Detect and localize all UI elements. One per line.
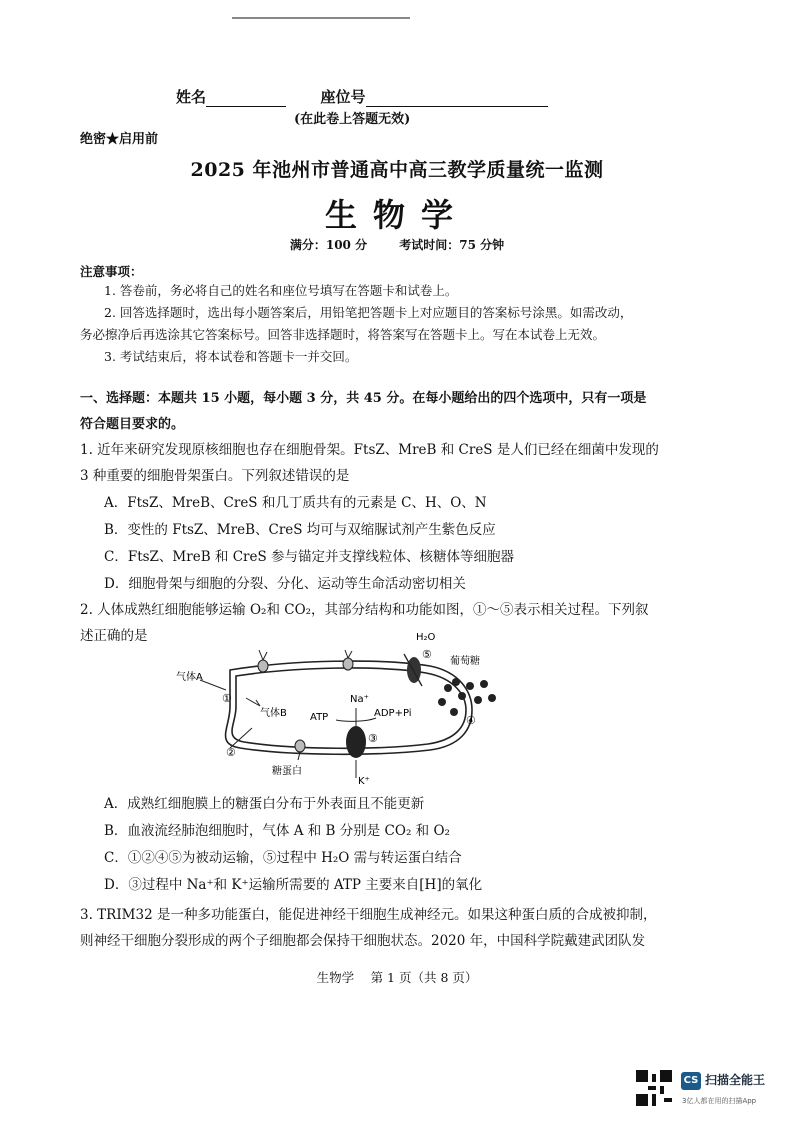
score-time-row <box>0 236 794 253</box>
label-c1: ① <box>222 692 232 705</box>
na-k-pump <box>346 726 366 758</box>
q1-option-a: A．FtsZ、MreB、CreS 和几丁质共有的元素是 C、H、O、N <box>104 495 487 511</box>
label-h2o: H₂O <box>416 632 436 643</box>
protein-bottom <box>295 740 305 752</box>
name-blank <box>206 90 286 107</box>
secret-label: 绝密★启用前 <box>80 132 159 147</box>
attention-item-1: 1. 答卷前，务必将自己的姓名和座位号填写在答题卡和试卷上。 <box>104 283 458 298</box>
red-blood-cell-diagram <box>160 632 500 792</box>
attention-list <box>80 280 720 368</box>
section-line-2: 符合题目要求的。 <box>80 417 185 432</box>
q2-option-b: B．血液流经肺泡细胞时，气体 A 和 B 分别是 CO₂ 和 O₂ <box>104 823 450 839</box>
attention-item-2a: 2. 回答选择题时，选出每小题答案后，用铅笔把答题卡上对应题目的答案标号涂黑。如需改动， <box>104 305 633 320</box>
section-heading <box>80 386 710 438</box>
q1-option-d: D．细胞骨架与细胞的分裂、分化、运动等生命活动密切相关 <box>104 576 466 592</box>
attention-item-2b: 务必擦净后再选涂其它答案标号。回答非选择题时，将答案写在答题卡上。写在本试卷上无效。 <box>80 327 606 342</box>
camscanner-name: 扫描全能王 <box>705 1073 766 1087</box>
q2-stem-line1: 2. 人体成熟红细胞能够运输 O₂和 CO₂，其部分结构和功能如图，①～⑤表示相关过程。下列叙 <box>80 602 649 618</box>
question-2-options <box>104 791 724 899</box>
glycoprotein-chain-1 <box>259 650 267 660</box>
exam-title: 2025 年池州市普通高中高三教学质量统一监测 <box>190 159 604 181</box>
gas-b-arrow <box>230 728 252 748</box>
label-c5: ⑤ <box>422 648 432 661</box>
question-3-stem <box>80 902 720 954</box>
seat-label: 座位号 <box>320 88 366 106</box>
name-seat-row <box>176 86 548 107</box>
q2-stem-line2: 述正确的是 <box>80 628 148 644</box>
page-footer: 生物学 第 1 页（共 8 页） <box>316 970 478 985</box>
gas-a-inward-arrow <box>246 698 260 706</box>
camscanner-logo: CS <box>681 1072 701 1090</box>
label-glucose: 葡萄糖 <box>450 656 480 667</box>
camscanner-tagline: 3亿人都在用的扫描App <box>682 1097 757 1105</box>
name-label: 姓名 <box>176 88 207 106</box>
no-answer-note: (在此卷上答题无效) <box>294 112 411 127</box>
q3-stem-line2: 则神经干细胞分裂形成的两个子细胞都会保持干细胞状态。2020 年，中国科学院戴建武团队发 <box>80 933 646 949</box>
question-1-stem <box>80 437 720 489</box>
subject-title: 生物学 <box>324 196 469 234</box>
seat-blank <box>366 90 548 107</box>
aquaporin <box>407 657 421 683</box>
question-1-options <box>104 490 724 598</box>
label-k: K⁺ <box>358 776 370 787</box>
label-na: Na⁺ <box>350 694 369 705</box>
label-glycoprotein: 糖蛋白 <box>272 766 302 777</box>
section-line-1: 一、选择题：本题共 15 小题，每小题 3 分，共 45 分。在每小题给出的四个选项中，只有一项是 <box>80 391 647 406</box>
q2-option-c: C．①②④⑤为被动运输，⑤过程中 H₂O 需与转运蛋白结合 <box>104 850 462 866</box>
label-c3: ③ <box>368 732 378 745</box>
q1-stem-line1: 1. 近年来研究发现原核细胞也存在细胞骨架。FtsZ、MreB 和 CreS 是人们已经在细菌中发现的 <box>80 442 659 458</box>
q2-option-a: A．成熟红细胞膜上的糖蛋白分布于外表面且不能更新 <box>104 796 425 812</box>
attention-title: 注意事项： <box>80 264 143 279</box>
label-atp: ATP <box>310 712 329 723</box>
q3-stem-line1: 3. TRIM32 是一种多功能蛋白，能促进神经干细胞生成神经元。如果这种蛋白质的合成被抑制， <box>80 907 657 923</box>
gas-a-arrow <box>200 680 226 690</box>
label-c4: ④ <box>466 714 476 727</box>
scan-top-line <box>232 17 410 19</box>
glucose-molecules <box>438 678 496 716</box>
protein-top-2 <box>343 658 353 670</box>
label-gas-b: 气体B <box>260 708 287 719</box>
protein-top-1 <box>258 660 268 672</box>
glycoprotein-chain-2 <box>345 650 352 658</box>
label-gas-a: 气体A <box>176 672 203 683</box>
q1-option-c: C．FtsZ、MreB 和 CreS 参与锚定并支撑线粒体、核糖体等细胞器 <box>104 549 515 565</box>
q2-option-d: D．③过程中 Na⁺和 K⁺运输所需要的 ATP 主要来自[H]的氧化 <box>104 877 483 893</box>
full-score: 满分：100 分 <box>289 238 368 252</box>
q1-stem-line2: 3 种重要的细胞骨架蛋白。下列叙述错误的是 <box>80 468 350 484</box>
label-adp: ADP+Pi <box>374 708 412 719</box>
q1-option-b: B．变性的 FtsZ、MreB、CreS 均可与双缩脲试剂产生紫色反应 <box>104 522 496 538</box>
exam-time: 考试时间：75 分钟 <box>399 238 505 252</box>
attention-item-3: 3. 考试结束后，将本试卷和答题卡一并交回。 <box>104 349 358 364</box>
qr-code-icon <box>636 1070 672 1106</box>
label-c2: ② <box>226 746 236 759</box>
